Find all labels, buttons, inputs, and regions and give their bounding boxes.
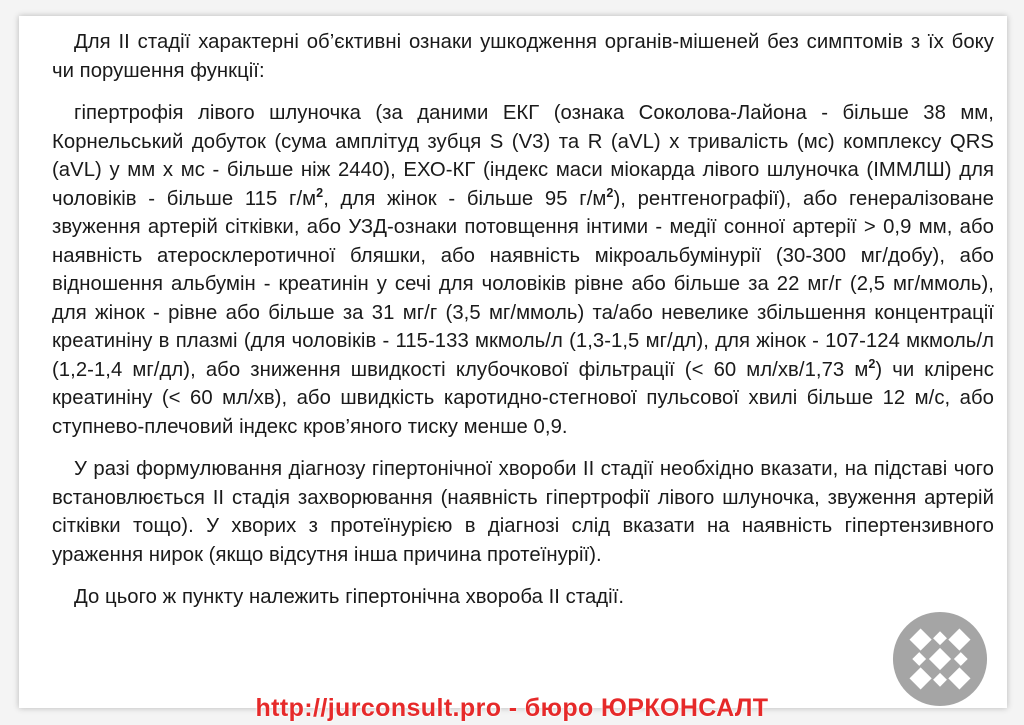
watermark-footer-link[interactable]: http://jurconsult.pro - бюро ЮРКОНСАЛТ: [255, 694, 769, 722]
paragraph: [52, 99, 994, 441]
text-run: Для II стадії характерні об’єктивні ознаки ушкодження органів-мішеней без симптомів з їх боку чи порушення функції:: [52, 31, 994, 82]
superscript: 2: [868, 356, 876, 371]
text-run: , для жінок - більше 95 г/м: [323, 187, 607, 210]
paragraph: [52, 583, 994, 612]
document-body: [52, 28, 994, 612]
text-run: гіпертрофія лівого шлуночка (за даними ЕКГ (ознака Соколова-Лайона - більше 38 мм, Корнельський добуток (сума амплітуд зубця S (V3) та R (aVL) x тривалість (мс) комплексу QRS (aVL) у мм x мс - більше ніж 2440), ЕХО-КГ (індекс маси міокарда лівого шлуночка (ІММЛШ) для чоловіків - більше 115 г/м: [52, 102, 994, 210]
superscript: 2: [606, 185, 614, 200]
text-run: У разі формулювання діагнозу гіпертонічної хвороби II стадії необхідно вказати, на підставі чого встановлюється II стадія захворювання (наявність гіпертрофії лівого шлуночка, звуження артерій сітківки тощо). У хворих з протеїнурією в діагнозі слід вказати на наявність гіпертензивного ураження нирок (якщо відсутня інша причина протеїнурії).: [52, 458, 994, 566]
text-run: ), рентгенографії), або генералізоване звуження артерій сітківки, або УЗД-ознаки потовщення інтими - медії сонної артерії > 0,9 мм, або наявність атеросклеротичної бляшки, або наявність мікроальбумінурії (30-300 мг/добу), або відношення альбумін - креатинін у сечі для чоловіків рівне або більше за 22 мг/г (2,5 мг/ммоль), для жінок - рівне або більше за 31 мг/г (3,5 мг/ммоль) та/або невелике збільшення концентрації креатиніну в плазмі (для чоловіків - 115-133 мкмоль/л (1,3-1,5 мг/дл), для жінок - 107-124 мкмоль/л (1,2-1,4 мг/дл), або зниження швидкості клубочкової фільтрації (< 60 мл/хв/1,73 м: [52, 187, 994, 381]
paragraph: [52, 455, 994, 569]
superscript: 2: [316, 185, 324, 200]
paragraph: [52, 28, 994, 85]
document-page: [19, 16, 1007, 708]
text-run: До цього ж пункту належить гіпертонічна хвороба II стадії.: [74, 586, 625, 608]
text-run: ) чи кліренс креатиніну (< 60 мл/хв), або швидкість каротидно-стегнової пульсової хвилі більше 12 м/с, або ступнево-плечовий індекс кров’яного тиску менше 0,9.: [52, 358, 995, 438]
